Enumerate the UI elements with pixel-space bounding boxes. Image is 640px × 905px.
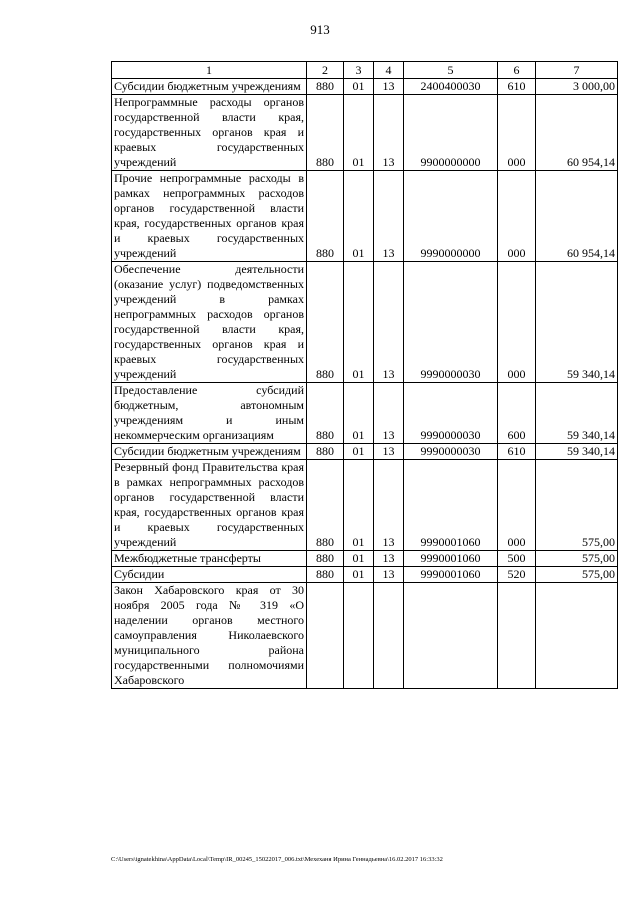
column-header: 7 <box>536 62 618 79</box>
target-article-cell: 9900000000 <box>404 95 498 171</box>
expense-type-cell: 600 <box>498 383 536 444</box>
column-header: 1 <box>112 62 307 79</box>
subsection-code-cell: 13 <box>374 262 404 383</box>
column-header: 2 <box>307 62 344 79</box>
table-row <box>112 460 618 551</box>
amount-cell <box>536 583 618 689</box>
target-article-cell: 9990000030 <box>404 444 498 460</box>
row-name-cell: Субсидии <box>112 567 307 583</box>
section-code-cell: 01 <box>344 383 374 444</box>
page-number: 913 <box>310 22 330 37</box>
grbs-code-cell <box>307 583 344 689</box>
table-row <box>112 171 618 262</box>
expense-type-cell: 000 <box>498 171 536 262</box>
table-row <box>112 567 618 583</box>
row-name-cell: Прочие непрограммные расходы в рамках непрограммных расходов органов государственной власти края, государственных органов края и краевых государственных учреждений <box>112 171 307 262</box>
target-article-cell: 9990001060 <box>404 551 498 567</box>
grbs-code-cell: 880 <box>307 567 344 583</box>
column-header: 6 <box>498 62 536 79</box>
subsection-code-cell: 13 <box>374 567 404 583</box>
amount-cell: 575,00 <box>536 460 618 551</box>
grbs-code-cell: 880 <box>307 460 344 551</box>
row-name-cell: Закон Хабаровского края от 30 ноября 2005 года № 319 «О наделении органов местного самоуправления Николаевского муниципального района государственными полномочиями Хабаровского <box>112 583 307 689</box>
grbs-code-cell: 880 <box>307 79 344 95</box>
row-name-cell: Резервный фонд Правительства края в рамках непрограммных расходов органов государственной власти края, государственных органов края и краевых государственных учреждений <box>112 460 307 551</box>
amount-cell: 575,00 <box>536 567 618 583</box>
row-name-cell: Обеспечение деятельности (оказание услуг) подведомственных учреждений в рамках непрограммных расходов органов государственной власти края, государственных органов края и краевых государственных учреждений <box>112 262 307 383</box>
row-name-cell: Непрограммные расходы органов государственной власти края, государственных органов края и краевых государственных учреждений <box>112 95 307 171</box>
grbs-code-cell: 880 <box>307 95 344 171</box>
target-article-cell: 2400400030 <box>404 79 498 95</box>
subsection-code-cell: 13 <box>374 383 404 444</box>
table-row <box>112 583 618 689</box>
amount-cell: 59 340,14 <box>536 262 618 383</box>
expense-type-cell: 500 <box>498 551 536 567</box>
table-row <box>112 262 618 383</box>
section-code-cell: 01 <box>344 460 374 551</box>
target-article-cell: 9990001060 <box>404 567 498 583</box>
grbs-code-cell: 880 <box>307 383 344 444</box>
expense-type-cell: 610 <box>498 79 536 95</box>
section-code-cell: 01 <box>344 567 374 583</box>
target-article-cell <box>404 583 498 689</box>
section-code-cell: 01 <box>344 262 374 383</box>
subsection-code-cell: 13 <box>374 95 404 171</box>
section-code-cell: 01 <box>344 444 374 460</box>
subsection-code-cell: 13 <box>374 444 404 460</box>
row-name-cell: Предоставление субсидий бюджетным, автономным учреждениям и иным некоммерческим организациям <box>112 383 307 444</box>
section-code-cell: 01 <box>344 79 374 95</box>
amount-cell: 60 954,14 <box>536 171 618 262</box>
subsection-code-cell <box>374 583 404 689</box>
amount-cell: 60 954,14 <box>536 95 618 171</box>
grbs-code-cell: 880 <box>307 262 344 383</box>
row-name-cell: Субсидии бюджетным учреждениям <box>112 79 307 95</box>
target-article-cell: 9990000000 <box>404 171 498 262</box>
target-article-cell: 9990000030 <box>404 262 498 383</box>
table-row <box>112 95 618 171</box>
target-article-cell: 9990001060 <box>404 460 498 551</box>
subsection-code-cell: 13 <box>374 460 404 551</box>
amount-cell: 3 000,00 <box>536 79 618 95</box>
expense-type-cell: 520 <box>498 567 536 583</box>
table-row <box>112 79 618 95</box>
expense-type-cell: 610 <box>498 444 536 460</box>
subsection-code-cell: 13 <box>374 171 404 262</box>
grbs-code-cell: 880 <box>307 551 344 567</box>
column-header: 3 <box>344 62 374 79</box>
expense-type-cell: 000 <box>498 95 536 171</box>
section-code-cell: 01 <box>344 95 374 171</box>
column-header: 5 <box>404 62 498 79</box>
grbs-code-cell: 880 <box>307 171 344 262</box>
expense-type-cell <box>498 583 536 689</box>
expense-type-cell: 000 <box>498 460 536 551</box>
amount-cell: 59 340,14 <box>536 444 618 460</box>
section-code-cell <box>344 583 374 689</box>
table-row <box>112 444 618 460</box>
row-name-cell: Субсидии бюджетным учреждениям <box>112 444 307 460</box>
amount-cell: 59 340,14 <box>536 383 618 444</box>
table-row <box>112 383 618 444</box>
subsection-code-cell: 13 <box>374 551 404 567</box>
section-code-cell: 01 <box>344 551 374 567</box>
table-row <box>112 551 618 567</box>
section-code-cell: 01 <box>344 171 374 262</box>
file-path-footer: C:\Users\ignatekhina\AppData\Local\Temp\IR_00245_15022017_006.txt\Мехеханя Ирина Геннадьевна\16.02.2017 16:33:32 <box>111 856 443 863</box>
subsection-code-cell: 13 <box>374 79 404 95</box>
row-name-cell: Межбюджетные трансферты <box>112 551 307 567</box>
table-header-row <box>112 62 618 79</box>
grbs-code-cell: 880 <box>307 444 344 460</box>
column-header: 4 <box>374 62 404 79</box>
expense-type-cell: 000 <box>498 262 536 383</box>
target-article-cell: 9990000030 <box>404 383 498 444</box>
amount-cell: 575,00 <box>536 551 618 567</box>
budget-table <box>111 61 618 689</box>
